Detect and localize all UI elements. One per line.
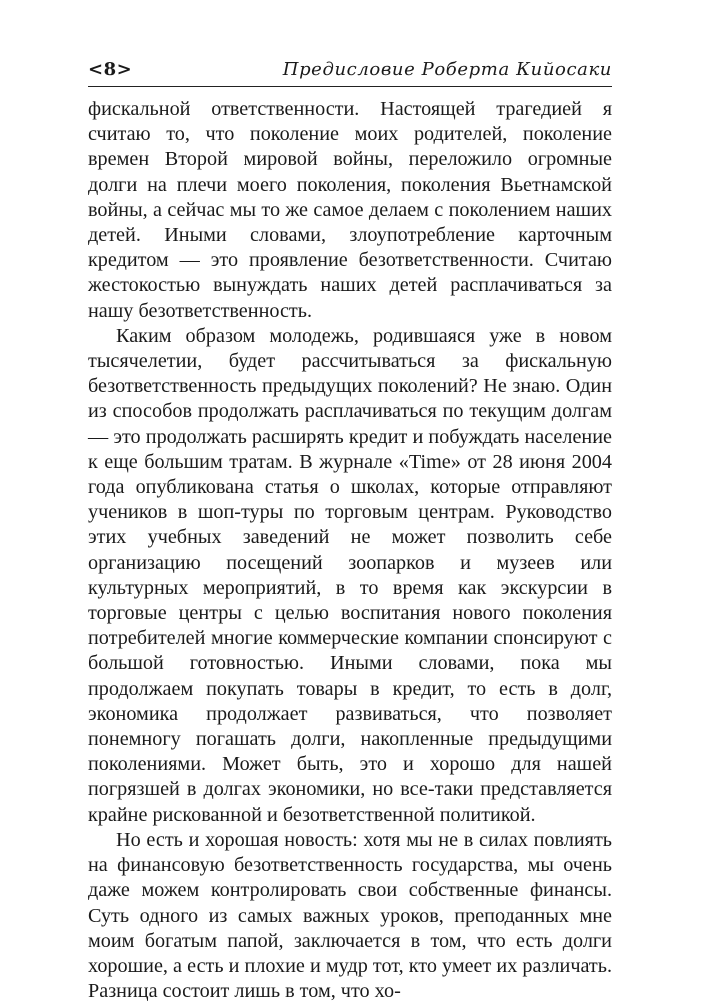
- book-page: [88, 58, 612, 1004]
- running-title: Предисловие Роберта Кийосаки: [282, 59, 612, 80]
- paragraph-1: фискальной ответственности. Настоящей трагедией я считаю то, что поколение моих родителей, поколение времен Второй мировой войны, переложило огромные долги на плечи моего поколения, поколения Вьетнамской войны, а сейчас мы то же самое делаем с поколением наших детей. Иными словами, злоупотребление карточным кредитом — это проявление безответственности. Считаю жестокостью вынуждать наших детей расплачиваться за нашу безответственность.: [88, 98, 612, 322]
- running-header: [88, 58, 612, 87]
- paragraph-3: Но есть и хорошая новость: хотя мы не в силах повлиять на финансовую безответственность государства, мы очень даже можем контролировать свои собственные финансы. Суть одного из самых важных уроков, преподанных мне моим богатым папой, заключается в том, что есть долги хорошие, а есть и плохие и мудр тот, кто умеет их различать. Разница состоит лишь в том, что хо-: [88, 828, 612, 1003]
- paragraph-2: Каким образом молодежь, родившаяся уже в новом тысячелетии, будет рассчитываться за фискальную безответственность предыдущих поколений? Не знаю. Один из способов продолжать расплачиваться по текущим долгам — это продолжать расширять кредит и побуждать население к еще большим тратам. В журнале «Time» от 28 июня 2004 года опубликована статья о школах, которые отправляют учеников в шоп-туры по торговым центрам. Руководство этих учебных заведений не может позволить себе организацию посещений зоопарков и музеев или культурных мероприятий, в то время как экскурсии в торговые центры с целью воспитания нового поколения потребителей многие коммерческие компании спонсируют с большой готовностью. Иными словами, пока мы продолжаем покупать товары в кредит, то есть в долг, экономика продолжает развиваться, что позволяет понемногу погашать долги, накопленные предыдущими поколениями. Может быть, это и хорошо для нашей погрязшей в долгах экономики, но все-таки представляется крайне рискованной и безответственной политикой.: [88, 324, 612, 826]
- body-text: [88, 97, 612, 1004]
- page-number: <8>: [88, 59, 133, 80]
